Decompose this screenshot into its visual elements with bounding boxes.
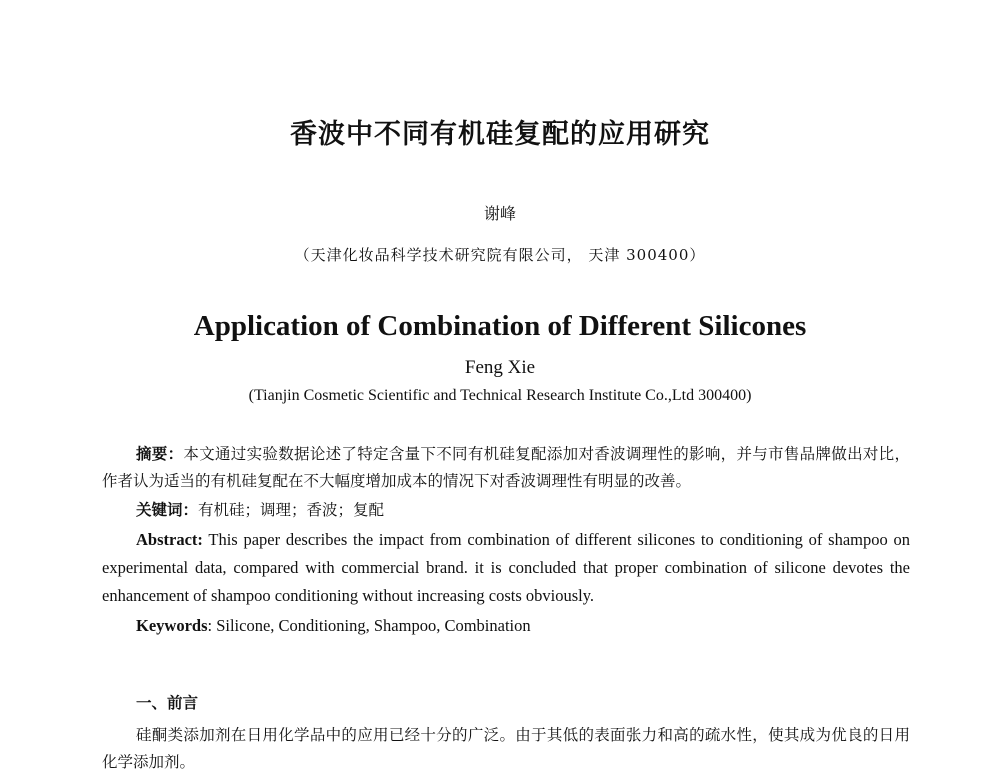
english-keywords-text: : Silicone, Conditioning, Shampoo, Combination xyxy=(207,616,531,635)
english-author: Feng Xie xyxy=(464,357,536,378)
section-body-introduction: 硅酮类添加剂在日用化学品中的应用已经十分的广泛。由于其低的表面张力和高的疏水性，使其成为优良的日用化学添加剂。 xyxy=(102,726,910,771)
chinese-affiliation: （天津化妆品科学技术研究院有限公司， 天津 300400） xyxy=(294,246,706,264)
chinese-abstract xyxy=(102,441,910,495)
chinese-keywords-label: 关键词： xyxy=(136,501,199,519)
english-abstract-label: Abstract: xyxy=(136,530,203,549)
english-abstract xyxy=(102,526,910,610)
english-affiliation: (Tianjin Cosmetic Scientific and Technical Research Institute Co.,Ltd 300400) xyxy=(248,387,752,404)
english-keywords-label: Keywords xyxy=(136,616,208,635)
chinese-author: 谢峰 xyxy=(483,204,516,223)
chinese-keywords xyxy=(102,497,944,524)
section-heading-introduction: 一、前言 xyxy=(136,694,199,712)
chinese-abstract-label: 摘要： xyxy=(136,445,184,463)
chinese-title: 香波中不同有机硅复配的应用研究 xyxy=(290,119,710,150)
chinese-keywords-text: 有机硅；调理；香波；复配 xyxy=(198,501,385,519)
english-abstract-text: This paper describes the impact from combination of different silicones to conditioning of shampoo on experimental data, compared with commercial brand. it is concluded that proper combination of silicone devotes the enhancement of shampoo conditioning without increasing costs obviously. xyxy=(102,530,910,605)
english-title: Application of Combination of Different Silicones xyxy=(193,310,807,342)
english-keywords xyxy=(102,612,944,639)
chinese-abstract-text: 本文通过实验数据论述了特定含量下不同有机硅复配添加对香波调理性的影响，并与市售品牌做出对比，作者认为适当的有机硅复配在不大幅度增加成本的情况下对香波调理性有明显的改善。 xyxy=(102,445,910,490)
